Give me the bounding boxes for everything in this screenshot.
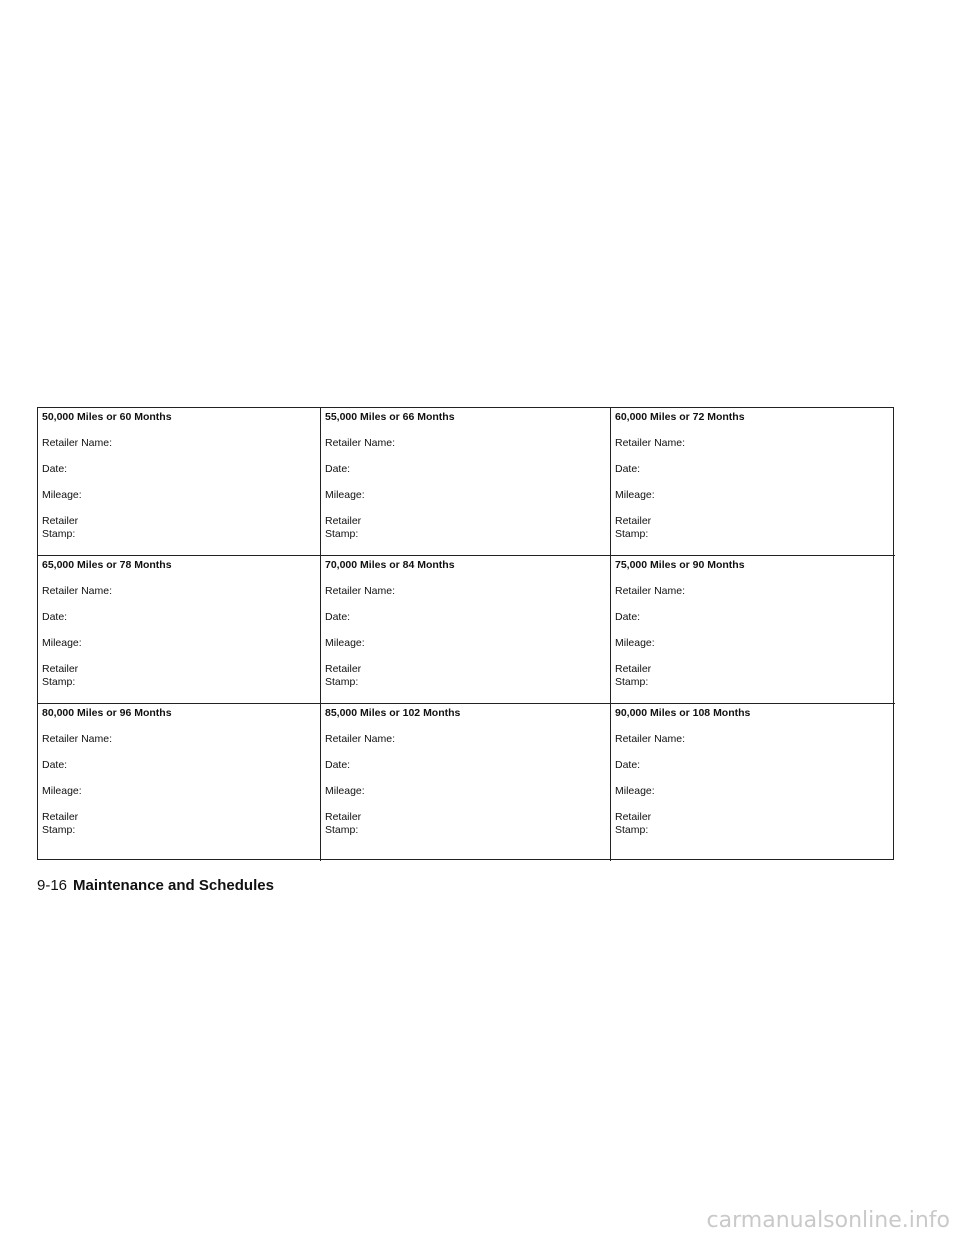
retailer-stamp-label: [325, 663, 606, 689]
mileage-label: Mileage:: [325, 637, 365, 649]
retailer-stamp-label: [325, 811, 606, 837]
service-record-cell: [38, 556, 321, 704]
interval-title: 90,000 Miles or 108 Months: [615, 707, 751, 719]
interval-title: 50,000 Miles or 60 Months: [42, 411, 172, 423]
retailer-stamp-label: [615, 811, 891, 837]
date-label: Date:: [615, 463, 641, 475]
retailer-name-label: Retailer Name:: [325, 585, 396, 597]
service-record-cell: [611, 556, 895, 704]
stamp-line-2: Stamp:: [42, 528, 76, 540]
retailer-name-label: Retailer Name:: [615, 733, 686, 745]
page-footer: [37, 877, 274, 894]
stamp-line-2: Stamp:: [42, 676, 76, 688]
stamp-line-2: Stamp:: [615, 528, 649, 540]
mileage-label: Mileage:: [615, 489, 655, 501]
stamp-line-1: Retailer: [615, 811, 652, 823]
retailer-name-label: Retailer Name:: [615, 437, 686, 449]
service-record-cell: [321, 556, 611, 704]
mileage-label: Mileage:: [42, 637, 82, 649]
mileage-label: Mileage:: [42, 489, 82, 501]
date-label: Date:: [615, 611, 641, 623]
interval-title: 65,000 Miles or 78 Months: [42, 559, 172, 571]
retailer-stamp-label: [42, 811, 316, 837]
stamp-line-1: Retailer: [325, 515, 362, 527]
retailer-name-label: Retailer Name:: [42, 585, 113, 597]
service-record-table: [37, 407, 894, 860]
retailer-stamp-label: [615, 663, 891, 689]
interval-title: 80,000 Miles or 96 Months: [42, 707, 172, 719]
retailer-name-label: Retailer Name:: [42, 437, 113, 449]
page-number: 9-16: [37, 877, 68, 894]
service-record-cell: [321, 408, 611, 556]
watermark: carmanualsonline.info: [706, 1208, 950, 1233]
stamp-line-1: Retailer: [42, 811, 79, 823]
stamp-line-1: Retailer: [615, 663, 652, 675]
interval-title: 85,000 Miles or 102 Months: [325, 707, 461, 719]
retailer-name-label: Retailer Name:: [615, 585, 686, 597]
date-label: Date:: [325, 611, 351, 623]
stamp-line-1: Retailer: [325, 811, 362, 823]
interval-title: 55,000 Miles or 66 Months: [325, 411, 455, 423]
date-label: Date:: [42, 759, 68, 771]
date-label: Date:: [42, 611, 68, 623]
service-record-cell: [38, 408, 321, 556]
service-record-cell: [611, 408, 895, 556]
mileage-label: Mileage:: [325, 489, 365, 501]
date-label: Date:: [615, 759, 641, 771]
interval-title: 70,000 Miles or 84 Months: [325, 559, 455, 571]
stamp-line-2: Stamp:: [325, 528, 359, 540]
stamp-line-1: Retailer: [325, 663, 362, 675]
stamp-line-2: Stamp:: [325, 824, 359, 836]
section-title: Maintenance and Schedules: [73, 877, 274, 894]
date-label: Date:: [325, 759, 351, 771]
retailer-stamp-label: [615, 515, 891, 541]
interval-title: 60,000 Miles or 72 Months: [615, 411, 745, 423]
interval-title: 75,000 Miles or 90 Months: [615, 559, 745, 571]
mileage-label: Mileage:: [615, 785, 655, 797]
stamp-line-2: Stamp:: [615, 676, 649, 688]
retailer-name-label: Retailer Name:: [325, 733, 396, 745]
service-record-cell: [321, 704, 611, 861]
stamp-line-1: Retailer: [42, 663, 79, 675]
retailer-stamp-label: [42, 663, 316, 689]
retailer-stamp-label: [42, 515, 316, 541]
date-label: Date:: [325, 463, 351, 475]
stamp-line-2: Stamp:: [325, 676, 359, 688]
stamp-line-2: Stamp:: [615, 824, 649, 836]
mileage-label: Mileage:: [325, 785, 365, 797]
stamp-line-1: Retailer: [615, 515, 652, 527]
retailer-name-label: Retailer Name:: [42, 733, 113, 745]
mileage-label: Mileage:: [42, 785, 82, 797]
retailer-stamp-label: [325, 515, 606, 541]
stamp-line-1: Retailer: [42, 515, 79, 527]
date-label: Date:: [42, 463, 68, 475]
retailer-name-label: Retailer Name:: [325, 437, 396, 449]
service-record-cell: [38, 704, 321, 861]
mileage-label: Mileage:: [615, 637, 655, 649]
service-record-cell: [611, 704, 895, 861]
stamp-line-2: Stamp:: [42, 824, 76, 836]
